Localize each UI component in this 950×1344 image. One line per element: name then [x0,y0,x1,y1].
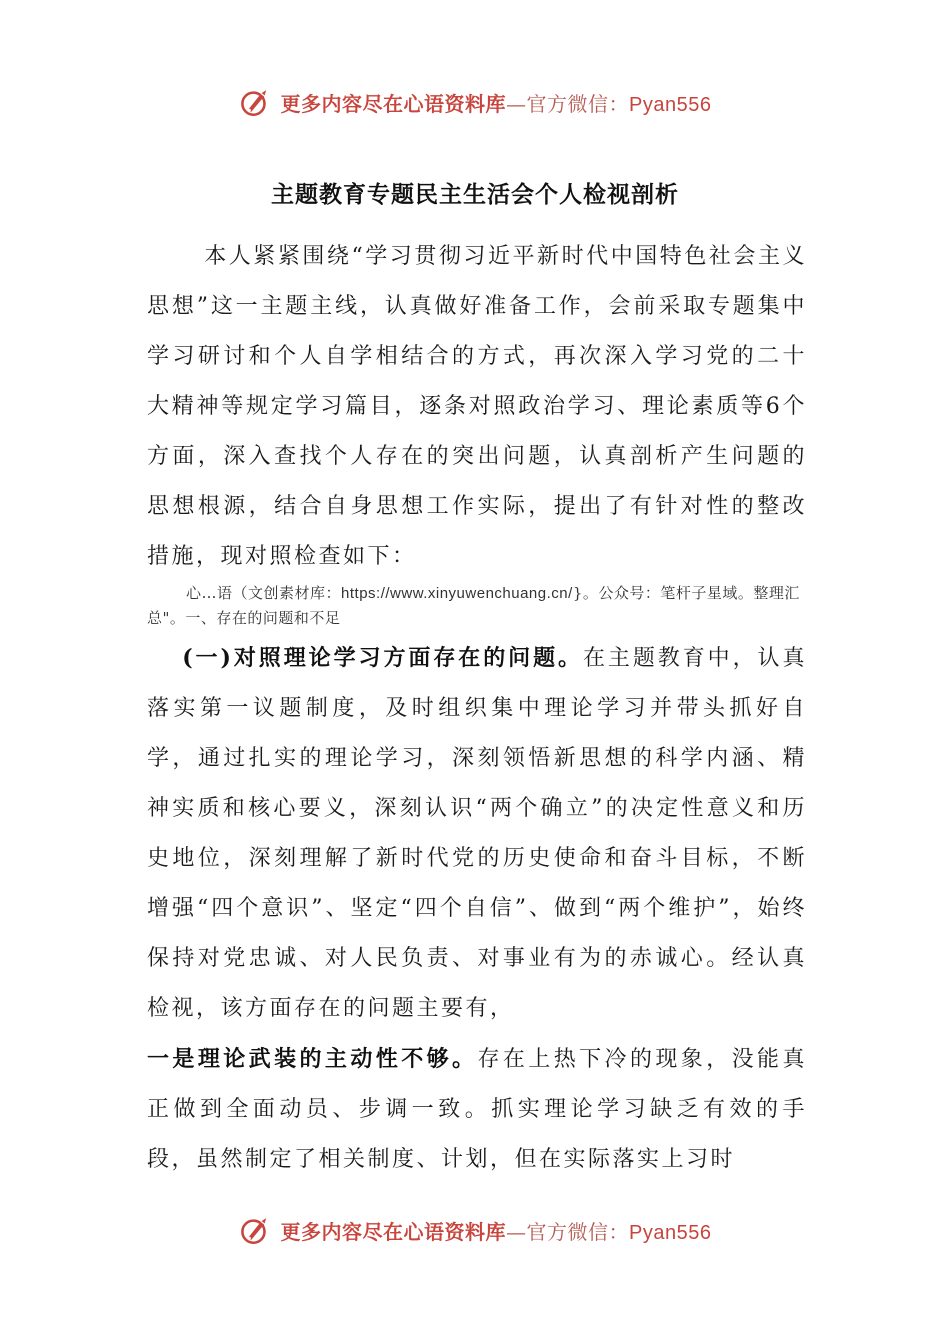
document-title: 主题教育专题民主生活会个人检视剖析 [271,181,679,208]
header-watermark [0,82,950,122]
point-1-heading: 一是理论武装的主动性不够。 [147,1046,478,1072]
footer-watermark [0,1210,950,1250]
point-1-paragraph [147,1034,807,1185]
section-1-block [147,633,807,1185]
note-block [147,581,807,631]
source-url: https://www.xinyuwenchuang.cn/ [341,585,573,602]
section-1-text: 在主题教育中，认真落实第一议题制度，及时组织集中理论学习并带头抓好自学，通过扎实的理论学习，深刻领悟新思想的科学内涵、精神实质和核心要义，深刻认识“两个确立”的决定性意义和历史地位，深刻理解了新时代党的历史使命和奋斗目标，不断增强“四个意识”、坚定“四个自信”、做到“两个维护”，始终保持对党忠诚、对人民负责、对事业有为的赤诚心。经认真检视，该方面存在的问题主要有， [147,646,807,1021]
intro-paragraph: 本人紧紧围绕“学习贯彻习近平新时代中国特色社会主义思想”这一主题主线，认真做好准备工作，会前采取专题集中学习研讨和个人自学相结合的方式，再次深入学习党的二十大精神等规定学习篇目，逐条对照政治学习、理论素质等6个方面，深入查找个人存在的突出问题，认真剖析产生问题的思想根源，结合自身思想工作实际，提出了有针对性的整改措施，现对照检查如下： [147,244,807,569]
watermark-text: 更多内容尽在心语资料库—官方微信：Pyan556 [280,91,712,116]
pen-nib-logo-icon [239,1213,273,1247]
intro-block [147,232,807,582]
point-1-text: 存在上热下冷的现象，没能真正做到全面动员、步调一致。抓实理论学习缺乏有效的手段，虽然制定了相关制度、计划，但在实际落实上习时 [147,1047,807,1172]
section-1-paragraph [147,633,807,1034]
watermark-text: 更多内容尽在心语资料库—官方微信：Pyan556 [280,1219,712,1244]
section-1-heading: (一)对照理论学习方面存在的问题。 [182,645,583,671]
source-note: 心…语（文创素材库：https://www.xinyuwenchuang.cn/}。公众号：笔杆子星域。整理汇总"。一、存在的问题和不足 [147,584,800,627]
pen-nib-logo-icon [239,85,273,119]
